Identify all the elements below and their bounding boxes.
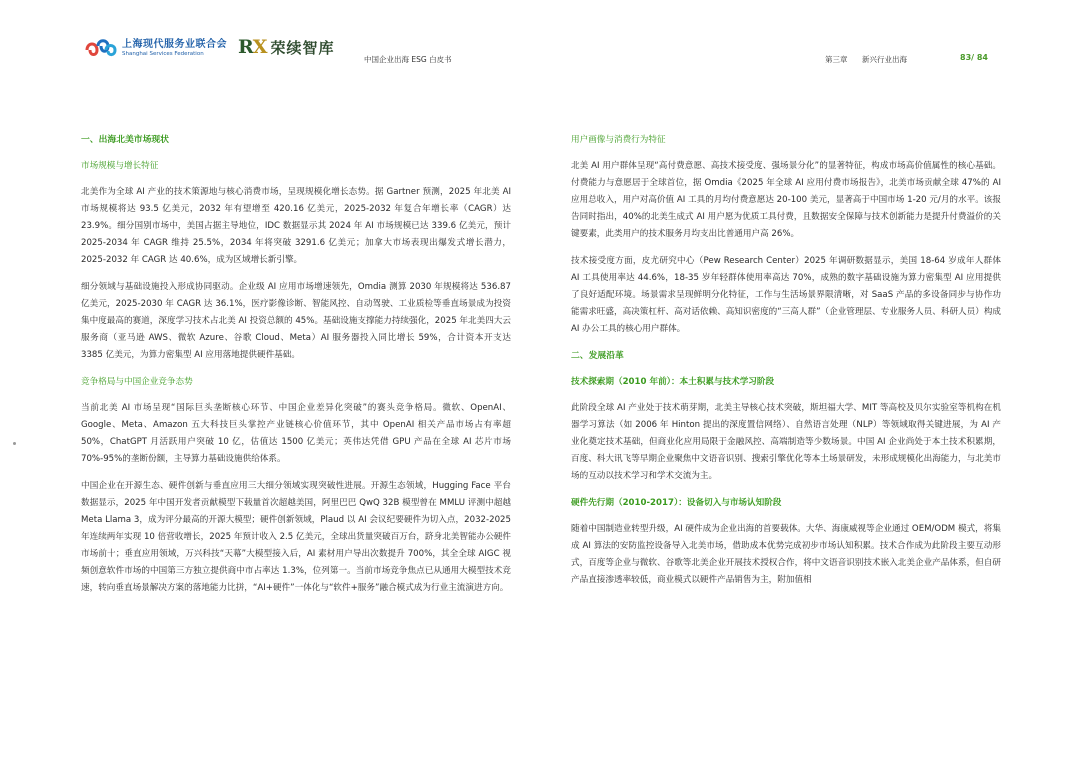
chapter-label: 第三章 (825, 55, 848, 64)
ssf-logo-icon (84, 36, 118, 60)
section-heading-2: 二、发展沿革 (571, 351, 624, 361)
subheading-market-size: 市场规模与增长特征 (81, 161, 159, 171)
rx-letter-x: X (252, 36, 267, 58)
paragraph: 技术接受度方面，皮尤研究中心（Pew Research Center）2025 年调研数据显示，美国 18-64 岁成年人群体 AI 工具使用率达 44.6%，18-35 岁年轻群体使用率高达 70%，成熟的数字基础设施为算力密集型 AI 应用提供了良好适配环境。场景需求呈现鲜明分化特征，工作与生活场景界限清晰，对 SaaS 产品的多设备同步与协作功能需求旺盛，高决策杠杆、高对话依赖、高知识密度的“三高人群”（企业管理层、专业服务人员、科研人员）构成 AI 办公工具的核心用户群体。 (571, 256, 1002, 334)
section-heading-1: 一、出海北美市场现状 (81, 135, 169, 145)
ssf-name-cn: 上海现代服务业联合会 (122, 38, 227, 50)
rongxu-logo (238, 36, 335, 58)
paragraph: 细分领域与基础设施投入形成协同驱动。企业级 AI 应用市场增速领先，Omdia 测算 2030 年规模将达 536.87 亿美元，2025-2030 年 CAGR 达 36.1%，医疗影像诊断、智能风控、自动驾驶、工业质检等垂直场景成为投资集中度最高的赛道，深度学习技术占北美 AI 投资总额的 45%。基础设施支撑能力持续强化，2025 年北美四大云服务商（亚马逊 AWS、微软 Azure、谷歌 Cloud、Meta）AI 服务器投入同比增长 59%，合计资本开支达 3385 亿美元，为算力密集型 AI 应用落地提供硬件基础。 (81, 282, 511, 360)
ssf-name-en: Shanghai Services Federation (122, 50, 204, 57)
paragraph: 中国企业在开源生态、硬件创新与垂直应用三大细分领域实现突破性进展。开源生态领域，Hugging Face 平台数据显示，2025 年中国开发者贡献模型下载量首次超越美国，阿里巴巴 QwQ 32B 模型曾在 MMLU 评测中超越 Meta Llama 3，成为评分最高的开源大模型；硬件创新领域，Plaud 以 AI 会议纪要硬件为切入点，2032-2025 年连续两年实现 10 倍营收增长，2025 年预计收入 2.5 亿美元，全球出货量突破百万台，跻身北美智能办公硬件市场前十；垂直应用领域，万兴科技“天幕”大模型接入后，AI 素材用户导出次数提升 700%，其全全球 AIGC 视频创意软件市场的中国第三方独立提供商中市占率达 1.3%，位列第一。当前市场竞争焦点已从通用大模型技术竞速，转向垂直场景解决方案的落地能力比拼，“AI+硬件”一体化与“软件+服务”融合模式成为行业主流演进方向。 (81, 481, 511, 593)
paragraph: 北美 AI 用户群体呈现“高付费意愿、高技术接受度、强场景分化”的显著特征，构成市场高价值属性的核心基础。付费能力与意愿居于全球首位，据 Omdia《2025 年全球 AI 应用付费市场报告》，北美市场贡献全球 47%的 AI 应用总收入，用户对高价值 AI 工具的月均付费意愿达 20-100 美元，显著高于中国市场 1-20 元/月的水平。该报告同时指出，40%的北美生成式 AI 用户愿为优质工具付费，且数据安全保障与技术创新能力是提升付费溢价的关键要素，此类用户的技术服务月均支出比普通用户高 26%。 (571, 161, 1001, 239)
paragraph: 此阶段全球 AI 产业处于技术萌芽期，北美主导核心技术突破，斯坦福大学、MIT 等高校及贝尔实验室等机构在机器学习算法（如 2006 年 Hinton 提出的深度置信网络）、自然语言处理（NLP）等领域取得关键进展，为 AI 产业化奠定技术基础，但商业化应用局限于金融风控、高端制造等少数场景。中国 AI 企业尚处于本土技术积累期，百度、科大讯飞等早期企业聚焦中文语音识别、搜索引擎优化等本土场景研发，未形成规模化出海能力，与北美市场的互动以技术学习和学术交流为主。 (571, 403, 1001, 481)
rongxu-name: 荣续智库 (270, 38, 335, 57)
section-label: 新兴行业出海 (862, 55, 907, 64)
subheading-tech-exploration: 技术探索期（2010 年前）：本土积累与技术学习阶段 (571, 377, 775, 387)
subheading-competition: 竞争格局与中国企业竞争态势 (81, 377, 193, 387)
page-number: 83/ 84 (960, 53, 988, 62)
paragraph: 当前北美 AI 市场呈现“国际巨头垄断核心环节、中国企业差异化突破”的赛头竞争格局。微软、OpenAI、Google、Meta、Amazon 五大科技巨头掌控产业链核心价值环节，其中 OpenAI 相关产品市场占有率超 50%，ChatGPT 月活跃用户突破 10 亿，估值达 1500 亿美元；英伟达凭借 GPU 产品在全球 AI 芯片市场 70%-95%的垄断份额，主导算力基础设施供给体系。 (81, 403, 511, 464)
right-column (571, 132, 1001, 599)
left-column (81, 132, 511, 607)
margin-dot (13, 442, 16, 445)
document-title: 中国企业出海 ESG 白皮书 (364, 55, 452, 64)
paragraph: 随着中国制造业转型升级，AI 硬件成为企业出海的首要载体。大华、海康威视等企业通过 OEM/ODM 模式，将集成 AI 算法的安防监控设备导入北美市场，借助成本优势完成初步市场认知积累。技术合作成为此阶段主要互动形式，百度等企业与微软、谷歌等北美企业开展技术授权合作，将中文语音识别技术嵌入北美企业产品体系，但自研产品直接渗透率较低，商业模式以硬件产品销售为主，附加值相 (571, 524, 1001, 585)
subheading-hardware-first: 硬件先行期（2010-2017）：设备切入与市场认知阶段 (571, 498, 782, 508)
rx-logo-icon (238, 36, 267, 58)
page-header (0, 0, 1080, 80)
paragraph: 北美作为全球 AI 产业的技术策源地与核心消费市场，呈现规模化增长态势。据 Gartner 预测，2025 年北美 AI 市场规模将达 93.5 亿美元，2032 年有望增至 420.16 亿美元，2025-2032 年复合年增长率（CAGR）达 23.9%。细分国别市场中，美国占据主导地位，IDC 数据显示其 2024 年 AI 市场规模已达 339.6 亿美元，预计 2025-2034 年 CAGR 维持 25.5%，2034 年将突破 3291.6 亿美元；加拿大市场表现出爆发式增长潜力，2025-2032 年 CAGR 达 40.6%，成为区域增长新引擎。 (81, 187, 511, 265)
ssf-logo (84, 36, 227, 60)
rx-letter-r: R (238, 36, 253, 58)
subheading-user-profile: 用户画像与消费行为特征 (571, 135, 666, 145)
